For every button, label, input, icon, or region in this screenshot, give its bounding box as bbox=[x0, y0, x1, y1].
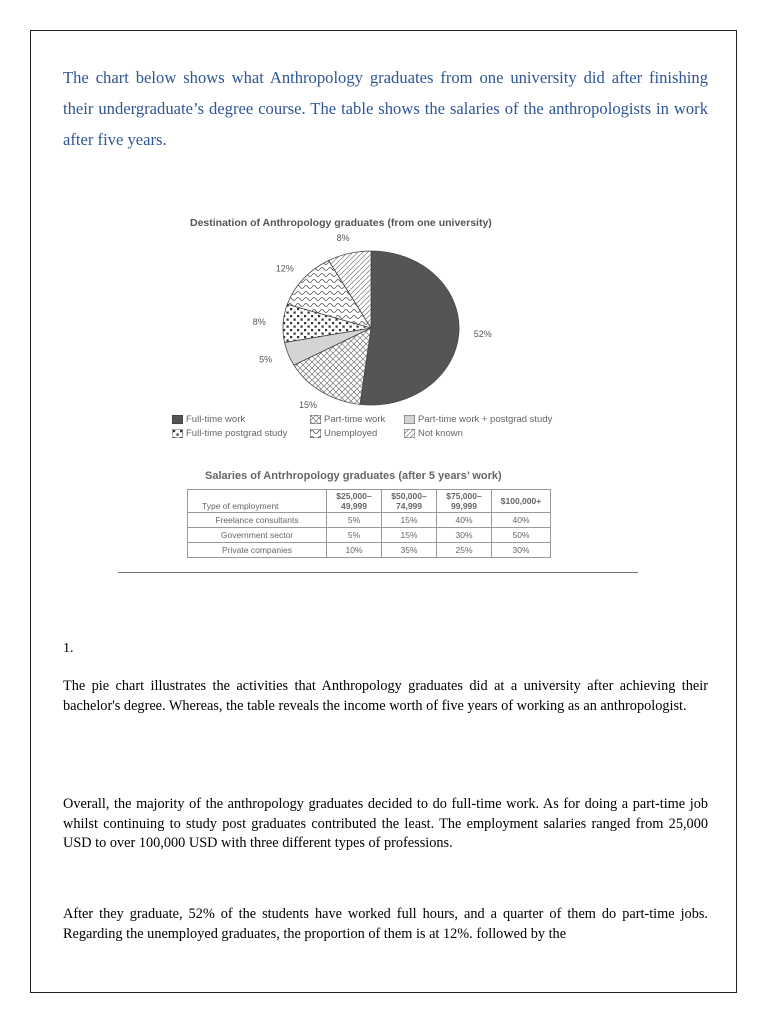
paragraph: The pie chart illustrates the activities that Anthropology graduates did at a university after achieving their bachelor's degree. Whereas, the table reveals the income worth of five years of working as an anthropologist. bbox=[63, 678, 708, 714]
table-cell: 40% bbox=[437, 513, 492, 528]
table-cell: 30% bbox=[492, 543, 551, 558]
table-cell: 25% bbox=[437, 543, 492, 558]
salary-table bbox=[187, 489, 551, 558]
legend-swatch bbox=[172, 429, 183, 438]
slice-label: 15% bbox=[299, 399, 318, 410]
legend-label: Unemployed bbox=[324, 428, 378, 439]
column-header bbox=[437, 490, 492, 513]
table-cell: 5% bbox=[327, 528, 382, 543]
slice-label: 52% bbox=[473, 328, 492, 339]
horizontal-rule bbox=[118, 572, 638, 573]
table-cell: 5% bbox=[327, 513, 382, 528]
table-cell: 35% bbox=[382, 543, 437, 558]
table-cell: 30% bbox=[437, 528, 492, 543]
table-row bbox=[188, 528, 551, 543]
legend-item-part-time-postgrad bbox=[404, 414, 552, 425]
range-line: 74,999 bbox=[396, 501, 422, 511]
pie-chart-title: Destination of Anthropology graduates (from one university) bbox=[190, 217, 492, 229]
range-line: 49,999 bbox=[341, 501, 367, 511]
table-cell: 15% bbox=[382, 528, 437, 543]
legend-swatch bbox=[310, 415, 321, 424]
range-line: $25,000– bbox=[336, 491, 372, 501]
table-cell: 10% bbox=[327, 543, 382, 558]
column-header: Type of employment bbox=[188, 490, 327, 513]
legend-swatch bbox=[404, 415, 415, 424]
table-row bbox=[188, 513, 551, 528]
legend-label: Full-time work bbox=[186, 414, 246, 425]
answer-number: 1. bbox=[63, 641, 74, 656]
paragraph: Overall, the majority of the anthropology graduates decided to do full-time work. As for doing a part-time job whilst continuing to study post graduates contributed the least. The employment salaries ranged from 25,000 USD to over 100,000 USD with three different types of professions. bbox=[63, 796, 708, 851]
legend-item-unemployed bbox=[310, 428, 377, 439]
column-header: $100,000+ bbox=[492, 490, 551, 513]
legend-item-full-time-postgrad bbox=[172, 428, 287, 439]
slice-label: 5% bbox=[259, 354, 273, 365]
legend-item-not-known bbox=[404, 428, 463, 439]
table-cell: 15% bbox=[382, 513, 437, 528]
slice-full-time-work bbox=[360, 251, 459, 405]
table-cell: Private companies bbox=[188, 543, 327, 558]
range-line: 99,999 bbox=[451, 501, 477, 511]
legend-item-full-time-work bbox=[172, 414, 245, 425]
legend-swatch bbox=[172, 415, 183, 424]
table-header-row bbox=[188, 490, 551, 513]
slice-label: 8% bbox=[336, 232, 350, 243]
legend-label: Full-time postgrad study bbox=[186, 428, 288, 439]
table-cell: Government sector bbox=[188, 528, 327, 543]
slice-label: 12% bbox=[275, 263, 294, 274]
slice-label: 8% bbox=[252, 317, 266, 328]
legend-label: Part-time work bbox=[324, 414, 386, 425]
legend-label: Not known bbox=[418, 428, 463, 439]
legend-swatch bbox=[310, 429, 321, 438]
table-title: Salaries of Antrhropology graduates (after 5 years’ work) bbox=[205, 470, 502, 482]
table-cell: 50% bbox=[492, 528, 551, 543]
pie-chart bbox=[240, 230, 520, 410]
legend-swatch bbox=[404, 429, 415, 438]
table-cell: Freelance consultants bbox=[188, 513, 327, 528]
legend-label: Part-time work + postgrad study bbox=[418, 414, 553, 425]
legend-item-part-time-work bbox=[310, 414, 385, 425]
table-row bbox=[188, 543, 551, 558]
paragraph: After they graduate, 52% of the students have worked full hours, and a quarter of them do part-time jobs. Regarding the unemployed graduates, the proportion of them is at 12%. followed by the bbox=[63, 906, 708, 942]
intro-text: The chart below shows what Anthropology graduates from one university did after finishing their undergraduate’s degree course. The table shows the salaries of the anthropologists in work after five years. bbox=[63, 68, 708, 149]
column-header bbox=[382, 490, 437, 513]
column-header bbox=[327, 490, 382, 513]
range-line: $75,000– bbox=[446, 491, 482, 501]
table-cell: 40% bbox=[492, 513, 551, 528]
range-line: $50,000– bbox=[391, 491, 427, 501]
